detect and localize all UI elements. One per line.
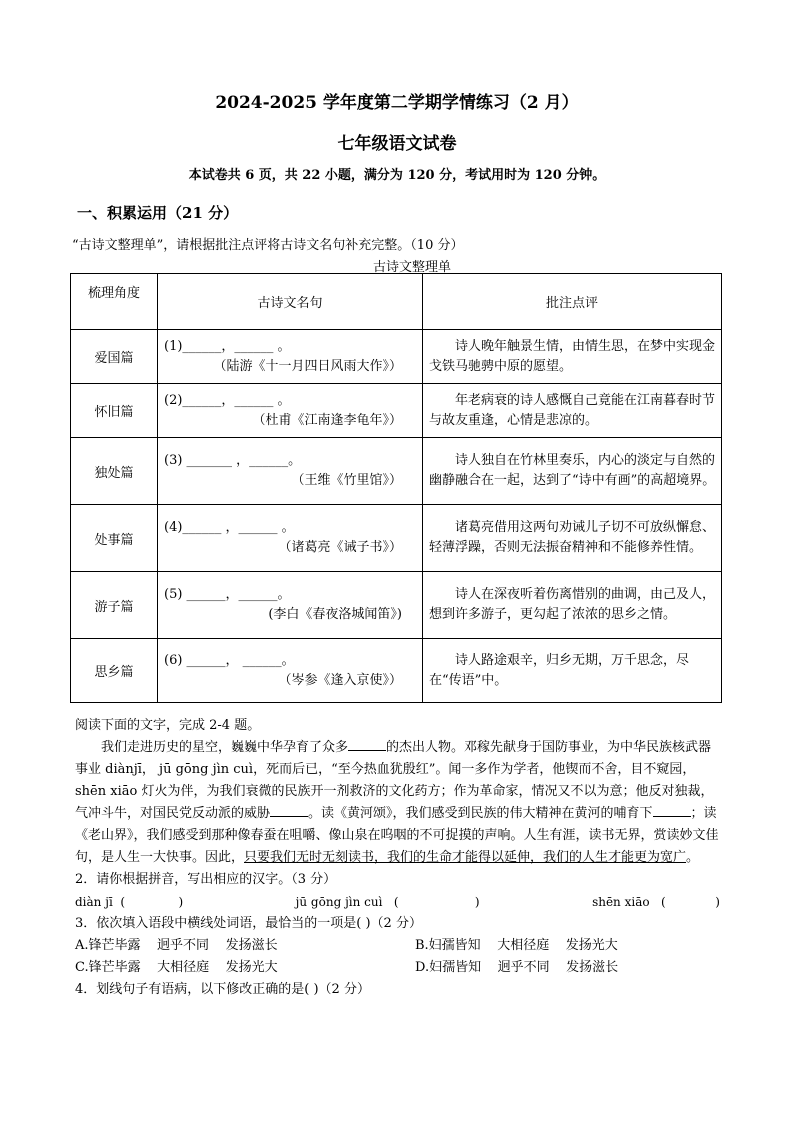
comment-text: 诸葛亮借用这两句劝诫儿子切不可放纵懈怠、轻薄浮躁，否则无法振奋精神和不能修养性情。 — [429, 520, 716, 555]
verse-cell[interactable] — [158, 438, 423, 505]
comment-cell — [423, 505, 722, 572]
exam-note: 本试卷共 6 页，共 22 小题，满分为 120 分，考试用时为 120 分钟。 — [188, 168, 606, 183]
table-row — [71, 330, 722, 384]
comment-text: 诗人独自在竹林里奏乐，内心的淡定与自然的幽静融合在一起，达到了“诗中有画”的高超境界。 — [429, 453, 716, 488]
verse-source: （诸葛亮《诫子书》） — [278, 540, 402, 555]
verse-cell[interactable] — [158, 639, 423, 703]
verse-source: （王维《竹里馆》） — [291, 473, 402, 488]
table-row — [71, 639, 722, 703]
angle-cell: 处事篇 — [71, 505, 158, 572]
pinyin-row — [75, 891, 720, 913]
table-row — [71, 438, 722, 505]
pinyin-item[interactable]: diàn jī ( ) — [75, 895, 184, 909]
poem-table — [70, 273, 722, 703]
question-2: 2．请你根据拼音，写出相应的汉字。（3 分） — [75, 872, 337, 887]
verse-cell[interactable] — [158, 505, 423, 572]
options-row — [75, 957, 720, 979]
question-1-intro: “古诗文整理单”，请根据批注点评将古诗文名句补充完整。（10 分） — [72, 238, 464, 253]
comment-text: 诗人路途艰辛，归乡无期，万千思念，尽在“传语”中。 — [429, 652, 690, 688]
comment-cell — [423, 572, 722, 639]
angle-cell: 独处篇 — [71, 438, 158, 505]
fill-blank[interactable] — [653, 804, 691, 817]
verse-source: （陆游《十一月四日风雨大作》） — [213, 358, 402, 374]
passage-text: 我们走进历史的星空，巍巍中华孕育了众多 — [101, 740, 349, 755]
verse-source: (李白《春夜洛城闻笛》) — [268, 607, 402, 622]
question-4: 4．划线句子有语病，以下修改正确的是( )（2 分） — [75, 982, 370, 997]
column-header: 梳理角度 — [71, 274, 158, 330]
passage-intro: 阅读下面的文字，完成 2-4 题。 — [75, 718, 261, 733]
column-header: 古诗文名句 — [158, 274, 423, 330]
option-b[interactable]: B.妇孺皆知 大相径庭 发扬光大 — [415, 938, 618, 953]
verse-blank: (6) ______， ______。 — [164, 652, 295, 668]
comment-text: 年老病衰的诗人感慨自己竟能在江南暮春时节与故友重逢，心情是悲凉的。 — [429, 392, 716, 428]
passage-text: 。读《黄河颂》，我们感受到民族的伟大精神在黄河的哺育下 — [308, 806, 653, 821]
angle-cell: 爱国篇 — [71, 330, 158, 384]
fill-blank[interactable] — [270, 804, 308, 817]
comment-text: 诗人晚年触景生情，由情生思，在梦中实现金戈铁马驰骋中原的愿望。 — [429, 338, 716, 374]
exam-subtitle: 七年级语文试卷 — [337, 134, 457, 154]
table-header-row — [71, 274, 722, 330]
comment-cell — [423, 330, 722, 384]
verse-cell[interactable] — [158, 572, 423, 639]
passage-text: ；读《老山界》，我们感受到那种像春蚕在咀嚼、像山泉在呜咽的不可捉摸的声响。人生有涯，读书无界，赏读妙文佳句，是人生一大快事。因此， — [75, 806, 719, 865]
table-row — [71, 505, 722, 572]
verse-blank: (2)______，______ 。 — [164, 392, 291, 408]
pinyin-item[interactable]: jū gōng jìn cuì ( ) — [295, 895, 480, 909]
angle-cell: 游子篇 — [71, 572, 158, 639]
verse-blank: (4)______ ，______ 。 — [164, 520, 295, 535]
verse-source: （岑参《逢入京使》） — [278, 672, 402, 688]
comment-cell — [423, 438, 722, 505]
verse-blank: (1)______，______ 。 — [164, 338, 291, 354]
verse-blank: (3) _______ ，______。 — [164, 453, 302, 468]
angle-cell: 怀旧篇 — [71, 384, 158, 438]
exam-title: 2024-2025 学年度第二学期学情练习（2 月） — [215, 93, 579, 113]
comment-text: 诗人在深夜听着伤离惜别的曲调，由己及人，想到许多游子，更勾起了浓浓的思乡之情。 — [429, 587, 716, 622]
verse-cell[interactable] — [158, 384, 423, 438]
verse-blank: (5) ______，______。 — [164, 587, 291, 602]
underlined-sentence: 只要我们无时无刻读书，我们的生命才能得以延伸，我们的人生才能更为宽广 — [244, 850, 687, 865]
verse-source: （杜甫《江南逢李龟年》） — [252, 412, 402, 428]
comment-cell — [423, 384, 722, 438]
passage-text: 的杰出人物。邓稼先献身于国防事业，为中华民族核武器事业 diànjī， jū gōng jìn cuì，死而后已，“至今热血犹殷红”。闻一多作为学者，他锲而不舍，目不窥园， shēn xiāo 灯火为伴，为我们衰微的民族开一剂救济的文化药方；作为革命家，情况又不以为意；他反对独裁，气冲斗牛，对国民党反动派的威胁 — [75, 740, 714, 821]
reading-passage — [75, 715, 720, 1001]
table-row — [71, 572, 722, 639]
options-row — [75, 935, 720, 957]
option-a[interactable]: A.锋芒毕露 迥乎不同 发扬滋长 — [75, 938, 278, 953]
pinyin-item[interactable]: shēn xiāo ( ) — [592, 895, 720, 909]
column-header: 批注点评 — [423, 274, 722, 330]
option-d[interactable]: D.妇孺皆知 迥乎不同 发扬滋长 — [415, 960, 619, 975]
verse-cell[interactable] — [158, 330, 423, 384]
table-row — [71, 384, 722, 438]
fill-blank[interactable] — [348, 738, 386, 751]
passage-text: 。 — [686, 850, 700, 865]
section-heading: 一、积累运用（21 分） — [77, 204, 239, 222]
option-c[interactable]: C.锋芒毕露 大相径庭 发扬光大 — [75, 960, 278, 975]
question-3: 3．依次填入语段中横线处词语，最恰当的一项是( )（2 分） — [75, 916, 422, 931]
table-caption: 古诗文整理单 — [372, 260, 451, 275]
angle-cell: 思乡篇 — [71, 639, 158, 703]
passage-body — [75, 737, 720, 869]
comment-cell — [423, 639, 722, 703]
